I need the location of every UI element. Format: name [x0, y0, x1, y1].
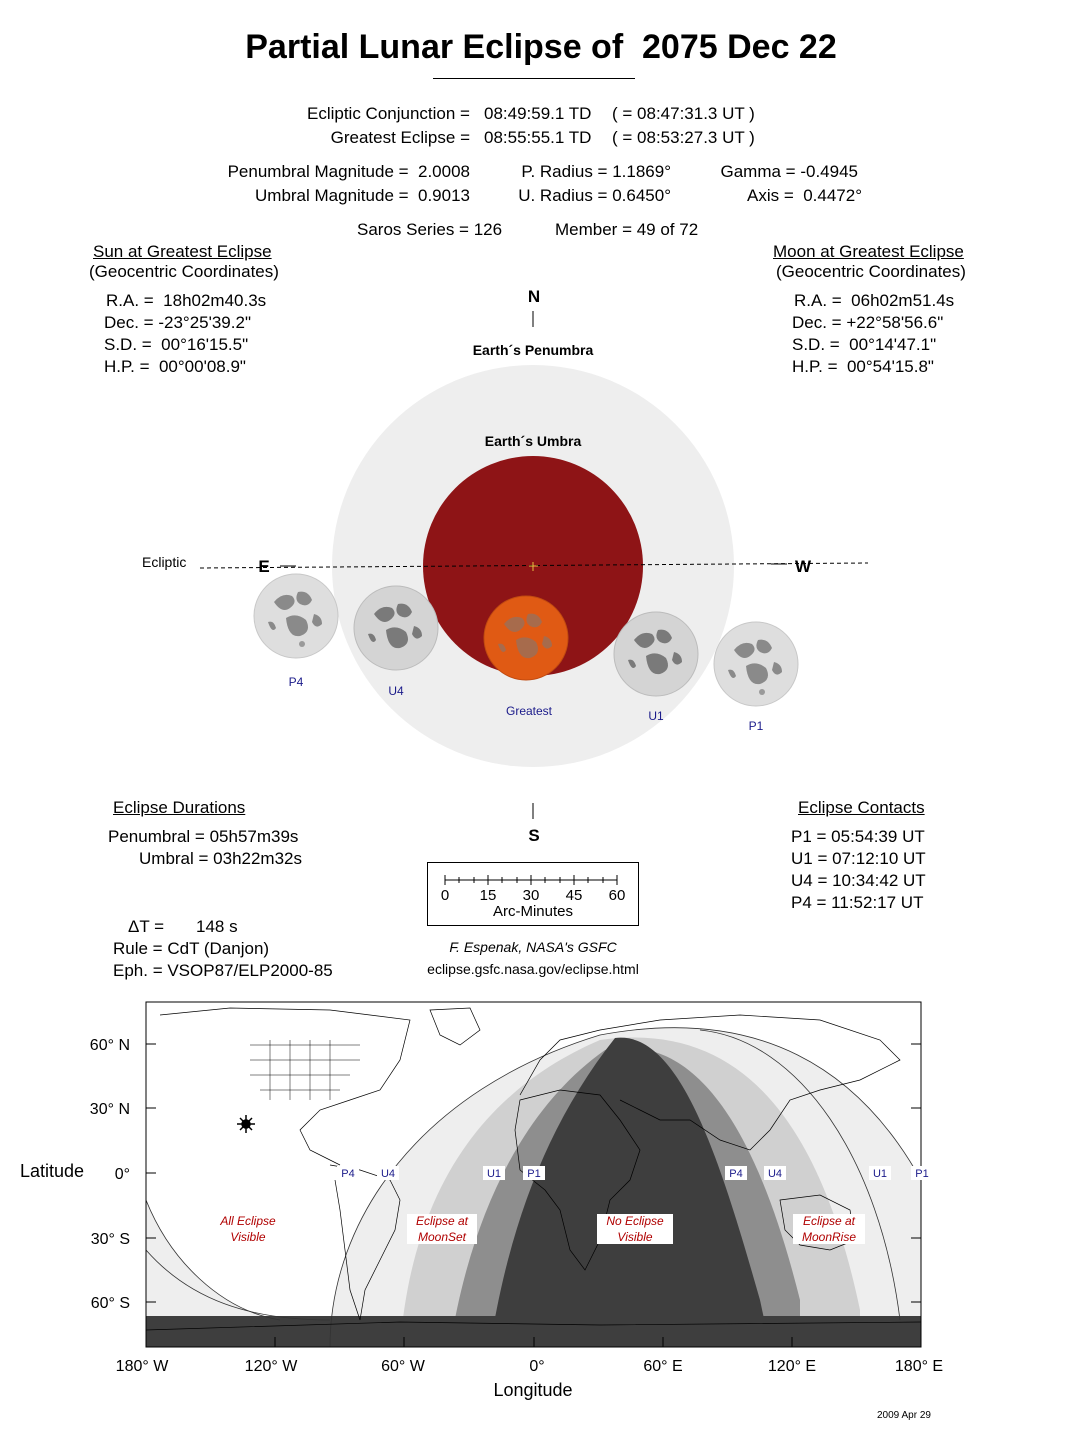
contact-u1: U1 = 07:12:10 UT [791, 849, 926, 868]
zone-all-visible-2: Visible [230, 1230, 266, 1244]
moon-sd: S.D. = 00°14'47.1" [792, 335, 937, 354]
scale-tick-0: 0 [440, 887, 450, 904]
umbral-duration: Umbral = 03h22m32s [139, 849, 303, 868]
y-axis-title: Latitude [19, 1161, 85, 1181]
moon-p1 [714, 622, 798, 706]
moon-ra: R.A. = 06h02m51.4s [794, 291, 955, 310]
sun-subheading: (Geocentric Coordinates) [89, 262, 279, 281]
moon-label-p1: P1 [748, 719, 764, 733]
lon-120e: 120° E [767, 1358, 817, 1375]
moon-u1 [614, 612, 698, 696]
sun-sd: S.D. = 00°16'15.5" [104, 335, 249, 354]
lat-30n: 30° N [89, 1101, 130, 1118]
moon-greatest [484, 596, 568, 680]
moon-dec: Dec. = +22°58'56.6" [792, 313, 944, 332]
page-title: Partial Lunar Eclipse of 2075 Dec 22 [245, 28, 837, 66]
ephemeris: Eph. = VSOP87/ELP2000-85 [113, 961, 333, 980]
lon-0: 0° [529, 1358, 545, 1375]
saros-member: Member = 49 of 72 [555, 220, 699, 239]
contact-u4: U4 = 10:34:42 UT [791, 871, 926, 890]
delta-t-label: ΔT = [128, 917, 165, 936]
zone-moonset-2: MoonSet [417, 1230, 467, 1244]
scale-tick-60: 60 [608, 887, 626, 904]
sun-ra: R.A. = 18h02m40.3s [106, 291, 267, 310]
map-marker-p4-left: P4 [341, 1168, 355, 1180]
x-axis-title: Longitude [493, 1380, 573, 1400]
scale-label: Arc-Minutes [492, 903, 574, 920]
east-label: E [258, 557, 270, 576]
lat-0: 0° [114, 1166, 130, 1183]
contact-p4: P4 = 11:52:17 UT [791, 893, 924, 912]
sun-heading: Sun at Greatest Eclipse [93, 242, 272, 261]
contact-p1: P1 = 05:54:39 UT [791, 827, 925, 846]
conjunction-label: Ecliptic Conjunction = [306, 104, 470, 123]
umbral-magnitude: Umbral Magnitude = 0.9013 [255, 186, 470, 205]
lat-60s: 60° S [90, 1295, 130, 1312]
zone-none-1: No Eclipse [606, 1214, 664, 1228]
map-marker-u4-right: U4 [767, 1168, 783, 1180]
moon-subheading: (Geocentric Coordinates) [776, 262, 966, 281]
lat-30s: 30° S [90, 1231, 130, 1248]
scale-tick-45: 45 [565, 887, 583, 904]
map-marker-p1-left: P1 [527, 1168, 541, 1180]
saros-series: Saros Series = 126 [357, 220, 503, 239]
title-underline [433, 78, 635, 79]
south-label: S [528, 826, 540, 845]
gamma: Gamma = -0.4945 [720, 162, 858, 181]
u-radius: U. Radius = 0.6450° [518, 186, 671, 205]
lon-60e: 60° E [643, 1358, 683, 1375]
p-radius: P. Radius = 1.1869° [521, 162, 671, 181]
greatest-label: Greatest Eclipse = [330, 128, 470, 147]
map-marker-p1-right: P1 [915, 1168, 929, 1180]
map-marker-p4-right: P4 [729, 1168, 743, 1180]
moon-u4 [354, 586, 438, 670]
scale-tick-15: 15 [479, 887, 497, 904]
date-stamp: 2009 Apr 29 [877, 1410, 931, 1421]
visibility-map [0, 990, 1082, 1410]
lon-180w: 180° W [115, 1358, 169, 1375]
axis: Axis = 0.4472° [746, 186, 862, 205]
lat-60n: 60° N [89, 1037, 130, 1054]
scale-tick-30: 30 [522, 887, 540, 904]
lon-60w: 60° W [381, 1358, 425, 1375]
moon-label-u4: U4 [388, 684, 404, 698]
west-label: W [794, 557, 812, 576]
moon-label-u1: U1 [648, 709, 664, 723]
greatest-ut: ( = 08:53:27.3 UT ) [612, 128, 755, 147]
umbra-label: Earth´s Umbra [484, 433, 582, 449]
moon-label-p4: P4 [288, 675, 304, 689]
moon-p4 [254, 574, 338, 658]
penumbra-label: Earth´s Penumbra [472, 342, 594, 358]
zone-moonset-1: Eclipse at [415, 1214, 469, 1228]
map-marker-u4-left: U4 [380, 1168, 396, 1180]
greatest-td: 08:55:55.1 TD [484, 128, 592, 147]
zone-moonrise-2: MoonRise [801, 1230, 857, 1244]
sun-dec: Dec. = -23°25'39.2" [104, 313, 251, 332]
moon-label-greatest: Greatest [505, 704, 553, 718]
moon-heading: Moon at Greatest Eclipse [773, 242, 964, 261]
contacts-heading: Eclipse Contacts [798, 798, 925, 817]
rule: Rule = CdT (Danjon) [113, 939, 270, 958]
credit-author: F. Espenak, NASA's GSFC [449, 939, 617, 955]
penumbral-magnitude: Penumbral Magnitude = 2.0008 [227, 162, 470, 181]
lon-180e: 180° E [894, 1358, 944, 1375]
penumbral-duration: Penumbral = 05h57m39s [108, 827, 299, 846]
sun-hp: H.P. = 00°00'08.9" [104, 357, 246, 376]
ecliptic-label: Ecliptic [142, 554, 187, 570]
zone-none-2: Visible [617, 1230, 653, 1244]
map-marker-u1-left: U1 [486, 1168, 502, 1180]
zone-all-visible-1: All Eclipse [220, 1214, 276, 1228]
north-label: N [527, 287, 541, 306]
lon-120w: 120° W [244, 1358, 298, 1375]
durations-heading: Eclipse Durations [113, 798, 246, 817]
delta-t-value: 148 s [196, 917, 238, 936]
map-marker-u1-right: U1 [872, 1168, 888, 1180]
credit-url[interactable]: eclipse.gsfc.nasa.gov/eclipse.html [427, 961, 639, 977]
moon-hp: H.P. = 00°54'15.8" [792, 357, 934, 376]
zone-moonrise-1: Eclipse at [802, 1214, 856, 1228]
conjunction-ut: ( = 08:47:31.3 UT ) [612, 104, 755, 123]
shadow-diagram [0, 280, 1082, 850]
conjunction-td: 08:49:59.1 TD [484, 104, 592, 123]
scale-bar [427, 862, 639, 926]
